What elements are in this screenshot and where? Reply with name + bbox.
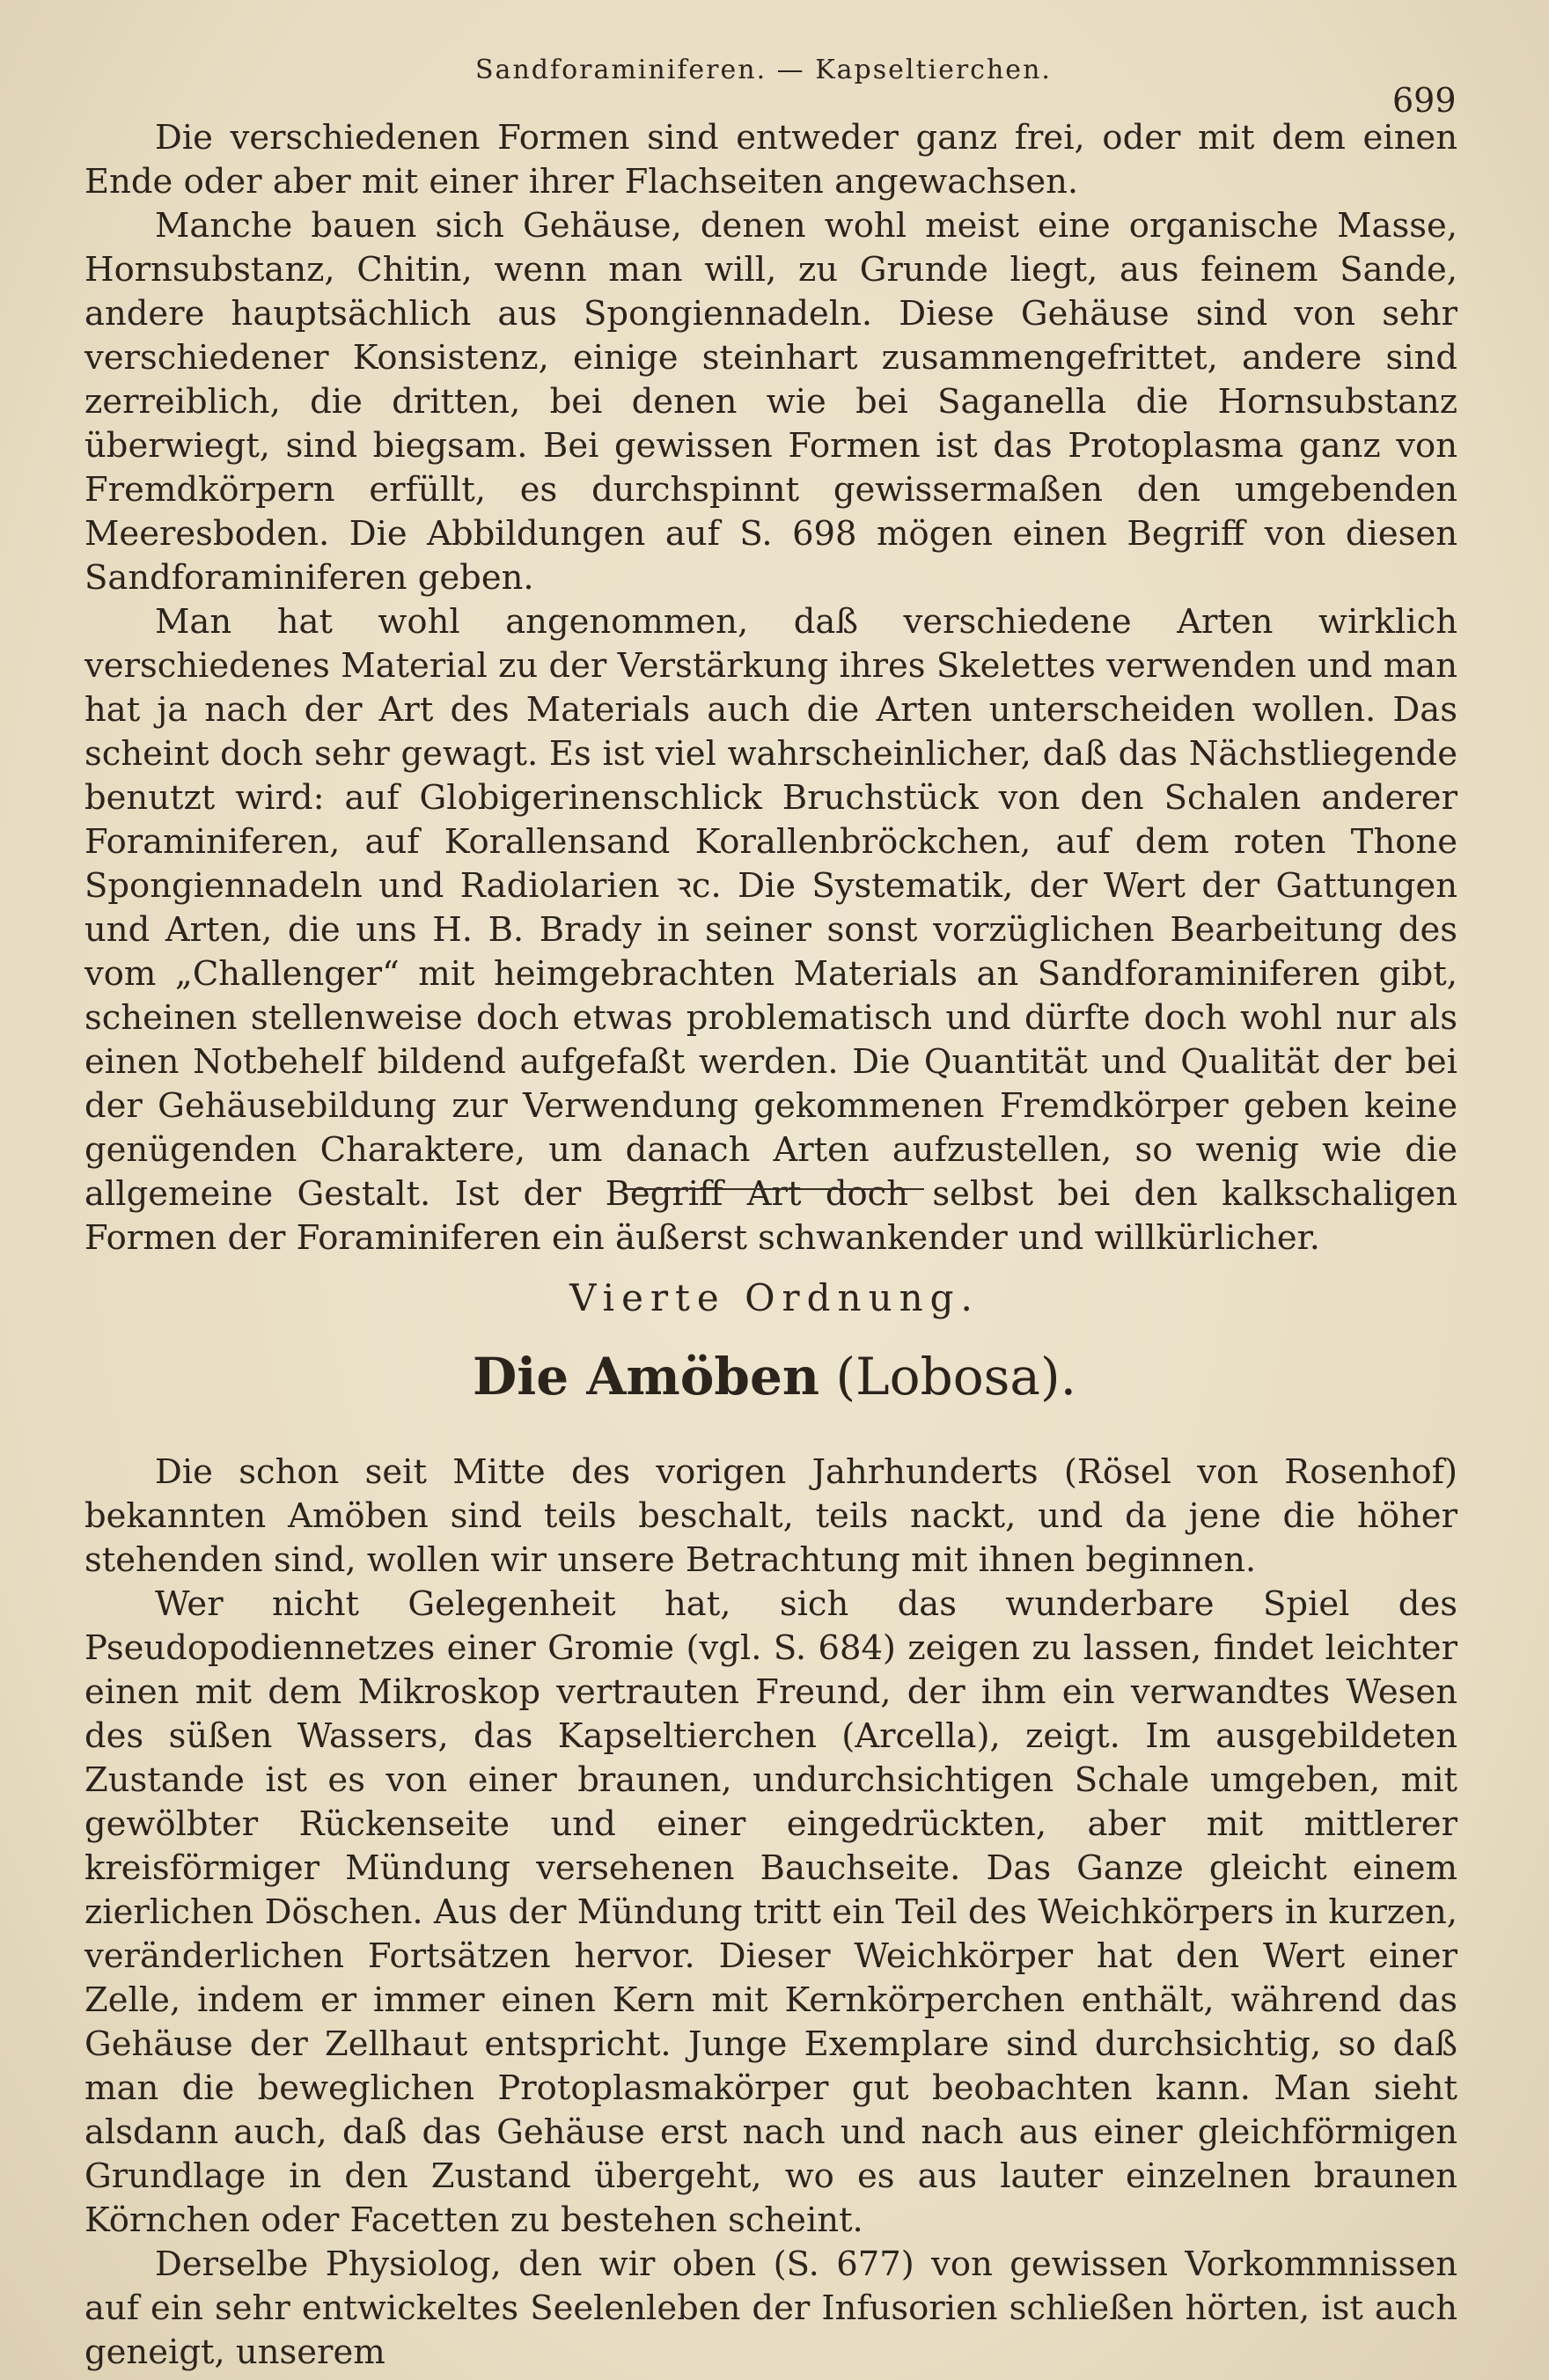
order-heading: Vierte Ordnung. <box>569 1276 980 1319</box>
chapter-title-main: Die Amöben <box>472 1347 820 1407</box>
page-number: 699 <box>1392 81 1457 120</box>
paragraph: Die schon seit Mitte des vorigen Jahrhunderts (Rösel von Rosenhof) bekannten Amöben sind teils beschalt, teils nackt, und da jene die höher stehenden sind, wollen wir unsere Betrachtung mit ihnen beginnen. <box>84 1452 1457 1580</box>
section-divider <box>625 1188 924 1190</box>
text-block-top <box>84 116 1457 1260</box>
paragraph: Wer nicht Gelegenheit hat, sich das wunderbare Spiel des Pseudopodiennetzes einer Gromie (vgl. S. 684) zeigen zu lassen, findet leichter einen mit dem Mikroskop vertrauten Freund, der ihm ein verwandtes Wesen des süßen Wassers, das Kapseltierchen (Arcella), zeigt. Im ausgebildeten Zustande ist es von einer braunen, undurchsichtigen Schale umgeben, mit gewölbter Rückenseite und einer eingedrückten, aber mit mittlerer kreisförmiger Mündung versehenen Bauchseite. Das Ganze gleicht einem zierlichen Döschen. Aus der Mündung tritt ein Teil des Weichkörpers in kurzen, veränderlichen Fortsätzen hervor. Dieser Weichkörper hat den Wert einer Zelle, indem er immer einen Kern mit Kernkörperchen enthält, während das Gehäuse der Zellhaut entspricht. Junge Exemplare sind durchsichtig, so daß man die beweglichen Protoplasmakörper gut beobachten kann. Man sieht alsdann auch, daß das Gehäuse erst nach und nach aus einer gleichförmigen Grundlage in den Zustand übergeht, wo es aus lauter einzelnen braunen Körnchen oder Facetten zu bestehen scheint. <box>84 1584 1457 2240</box>
running-head: Sandforaminiferen. — Kapseltierchen. <box>475 55 1052 85</box>
chapter-title-latin: (Lobosa). <box>835 1347 1077 1407</box>
paragraph: Man hat wohl angenommen, daß verschiedene Arten wirklich verschiedenes Material zu der Verstärkung ihres Skelettes verwenden und man hat ja nach der Art des Materials auch die Arten unterscheiden wollen. Das scheint doch sehr gewagt. Es ist viel wahrscheinlicher, daß das Nächstliegende benutzt wird: auf Globigerinenschlick Bruchstück von den Schalen anderer Foraminiferen, auf Korallensand Korallenbröckchen, auf dem roten Thone Spongiennadeln und Radiolarien ꝛc. Die Systematik, der Wert der Gattungen und Arten, die uns H. B. Brady in seiner sonst vorzüglichen Bearbeitung des vom „Challenger“ mit heimgebrachten Materials an Sandforaminiferen gibt, scheinen stellenweise doch etwas problematisch und dürfte doch wohl nur als einen Notbehelf bildend aufgefaßt werden. Die Quantität und Qualität der bei der Gehäusebildung zur Verwendung gekommenen Fremdkörper geben keine genügenden Charaktere, um danach Arten aufzustellen, so wenig wie die allgemeine Gestalt. Ist der Begriff Art doch selbst bei den kalkschaligen Formen der Foraminiferen ein äußerst schwankender und willkürlicher. <box>84 602 1457 1258</box>
chapter-title <box>0 1347 1549 1407</box>
paragraph: Die verschiedenen Formen sind entweder ganz frei, oder mit dem einen Ende oder aber mit einer ihrer Flachseiten angewachsen. <box>84 118 1457 202</box>
text-block-bottom <box>84 1451 1457 2375</box>
paragraph: Derselbe Physiolog, den wir oben (S. 677) von gewissen Vorkommnissen auf ein sehr entwickeltes Seelenleben der Infusorien schließen hörten, ist auch geneigt, unserem <box>84 2244 1457 2372</box>
paragraph: Manche bauen sich Gehäuse, denen wohl meist eine organische Masse, Hornsubstanz, Chitin, wenn man will, zu Grunde liegt, aus feinem Sande, andere hauptsächlich aus Spongiennadeln. Diese Gehäuse sind von sehr verschiedener Konsistenz, einige steinhart zusammengefrittet, andere sind zerreiblich, die dritten, bei denen wie bei Saganella die Hornsubstanz überwiegt, sind biegsam. Bei gewissen Formen ist das Protoplasma ganz von Fremdkörpern erfüllt, es durchspinnt gewissermaßen den umgebenden Meeresboden. Die Abbildungen auf S. 698 mögen einen Begriff von diesen Sandforaminiferen geben. <box>84 206 1457 598</box>
